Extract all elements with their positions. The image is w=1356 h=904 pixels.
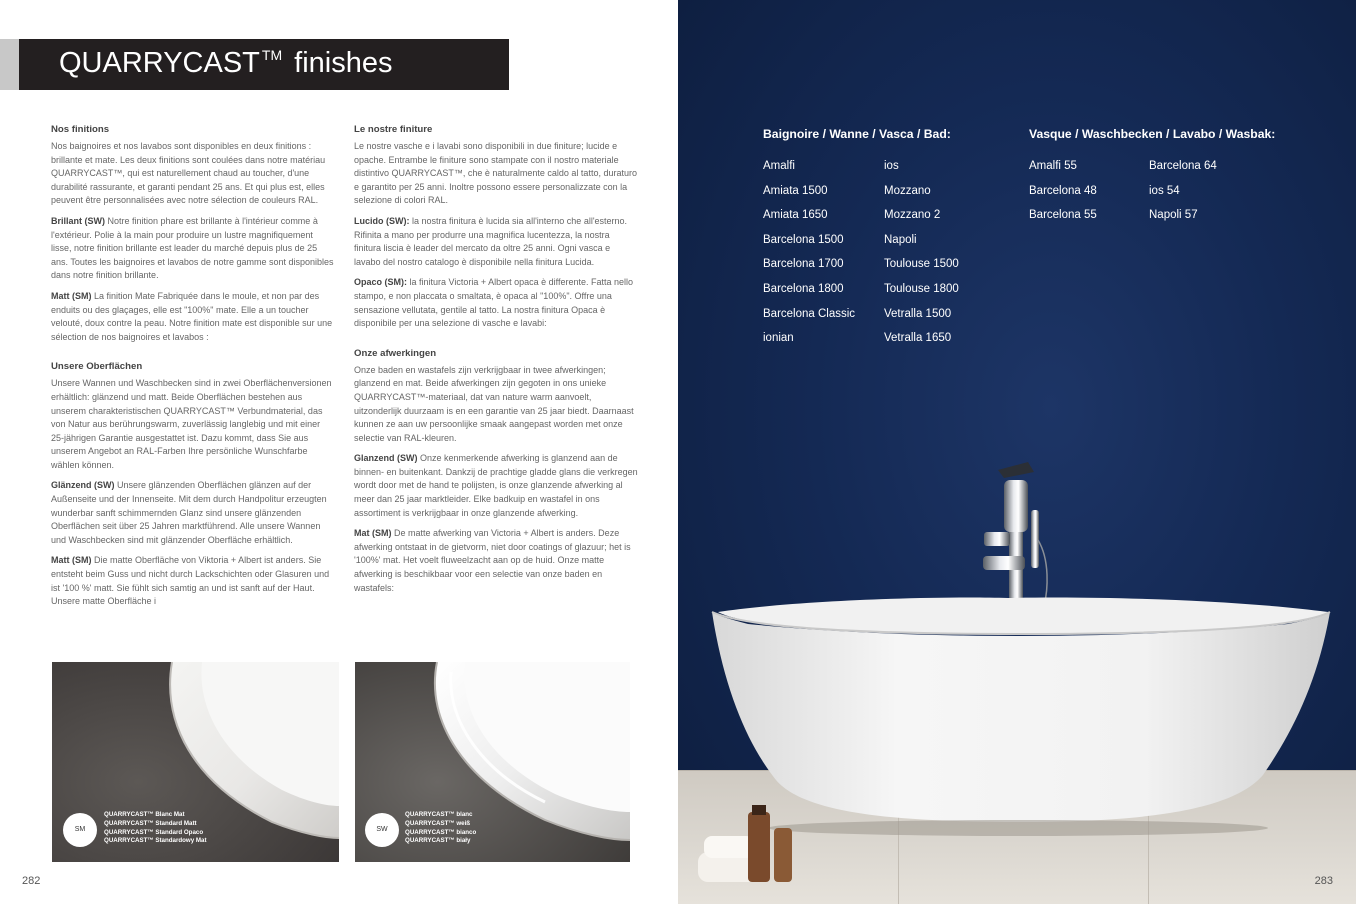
list-item: Amalfi 55 <box>1029 160 1077 172</box>
title-bar <box>19 39 509 90</box>
matt-badge: SM <box>63 813 97 847</box>
list-item: Barcelona 55 <box>1029 209 1097 222</box>
list-item: Toulouse 1800 <box>884 282 959 295</box>
list-item: Amiata 1650 <box>763 209 828 222</box>
basins-list-col-1 <box>1029 154 1097 228</box>
list-item: Amalfi <box>763 160 795 172</box>
page-title: QUARRYCAST ™ finishes <box>59 47 393 79</box>
it-opaco-paragraph: Opaco (SM): la finitura Victoria + Albert opaca è differente. Fatta nello stampo, e non placcata o smaltata, è opaca al "100%". Offre una sensazione vellutata, gentile al tatto. La nostra finitura Opaca è disponibile per una selezione di vasche e lavabi: <box>354 277 634 329</box>
nl-gloss-paragraph: Glanzend (SW) Onze kenmerkende afwerking is glanzend aan de binnen- en buitenkant. Dankzij de prachtige gladde glans die verkregen wordt door met de hand te polijsten, is onze glanzende afwerking al meer dan 25 jaar marktleider. Elke badkuip en wastafel in ons assortiment is verkrijgbaar in onze glanzende afwerking. <box>354 453 638 518</box>
fr-brillant-paragraph: Brillant (SW) Notre finition phare est brillante à l'intérieur comme à l'extérieur. Polie à la main pour produire un lustre magnifiquement lisse, notre finition brillante est leader du marché depuis plus de 25 ans. Toutes les baignoires et lavabos de notre gamme sont disponibles dans notre finition brillante. <box>51 215 334 281</box>
list-item: Barcelona Classic <box>763 307 856 320</box>
list-item: Mozzano 2 <box>884 209 941 222</box>
text-column-fr-de <box>51 123 334 616</box>
list-item: Barcelona 1500 <box>763 233 844 246</box>
list-item: Barcelona 64 <box>1149 160 1217 172</box>
matt-finish-photo <box>52 662 339 862</box>
list-item: ios <box>884 160 899 172</box>
list-item: Mozzano <box>884 184 931 197</box>
baths-heading: Baignoire / Wanne / Vasca / Bad: <box>763 127 951 141</box>
fr-heading: Nos finitions <box>51 124 110 135</box>
it-intro: Le nostre vasche e i lavabi sono disponibili in due finiture; lucide e opache. Entrambe le finiture sono stampate con il nostro materiale distintivo QUARRYCAST™, che è naturalmente caldo al tatto, duraturo e garantito per 25 anni. Inoltre possono essere personalizzate con la selezione di colori RAL. <box>354 141 637 206</box>
de-intro: Unsere Wannen und Waschbecken sind in zwei Oberflächenversionen erhältlich: glänzend und matt. Beide Oberflächen bestehen aus unserem charakteristischen QUARRYCAST™ Verbundmaterial, das von Natur aus berührungswarm, zuverlässig langlebig und mit einer 25-jährigen Garantie ausgestattet ist. Dazu kommt, dass Sie aus unserem Angebot an RAL-Farben Ihre persönliche Wunschfarbe wählen können. <box>51 378 332 470</box>
de-heading: Unsere Oberflächen <box>51 361 143 373</box>
matt-finish-labels: QUARRYCAST™ Blanc Mat QUARRYCAST™ Standard Matt QUARRYCAST™ Standard Opaco QUARRYCAST™ Standardowy Mat <box>104 811 207 845</box>
page-number-left: 282 <box>22 875 41 887</box>
de-matt-paragraph: Matt (SM) Die matte Oberfläche von Viktoria + Albert ist anders. Sie entsteht beim Guss und nicht durch Lackschichten oder Glasuren und ist '100 %' matt. Sie fühlt sich samtig an und ist sanft auf der Haut. Unsere matte Oberfläche i <box>51 555 330 607</box>
baths-list-col-1 <box>763 154 855 351</box>
list-item: Barcelona 48 <box>1029 184 1097 197</box>
gloss-finish-photo <box>355 662 630 862</box>
list-item: ionian <box>763 332 794 345</box>
list-item: Amiata 1500 <box>763 184 828 197</box>
title-bar-accent <box>0 39 19 90</box>
list-item: Barcelona 1700 <box>763 258 844 271</box>
fr-matt-paragraph: Matt (SM) La finition Mate Fabriquée dans le moule, et non par des enduits ou des glaçages, elle est "100%" mate. Elle a un toucher velouté, doux contre la peau. Notre finition mate est disponible sur une sélection de nos baignoires et lavabos : <box>51 290 333 342</box>
fr-intro: Nos baignoires et nos lavabos sont disponibles en deux finitions : brillante et mate. Les deux finitions sont coulées dans notre matériau QUARRYCAST™, qui est naturellement chaud au toucher, d'une durabilité rassurante, et garanti pendant 25 ans. Et qui plus est, elles peuvent être personnalisées avec notre sélection de couleurs RAL. <box>51 141 326 206</box>
basins-list-col-2 <box>1149 154 1217 228</box>
list-item: Vetralla 1500 <box>884 307 952 320</box>
list-item: Napoli 57 <box>1149 209 1198 222</box>
text-column-it-nl <box>354 123 639 602</box>
list-item: Napoli <box>884 233 917 246</box>
list-item: ios 54 <box>1149 184 1180 197</box>
basins-heading: Vasque / Waschbecken / Lavabo / Wasbak: <box>1029 127 1276 141</box>
gloss-badge: SW <box>365 813 399 847</box>
nl-intro: Onze baden en wastafels zijn verkrijgbaar in twee afwerkingen; glanzend en mat. Beide afwerkingen zijn gegoten in ons unieke QUARRYCAST™-materiaal, dat van nature warm aanvoelt, uitzonderlijk duurzaam is en een garantie van 25 jaar biedt. Daarnaast kunnen ze aan uw persoonlijke smaak aangepast worden met onze selectie van RAL-kleuren. <box>354 364 634 443</box>
list-item: Toulouse 1500 <box>884 258 959 271</box>
it-heading: Le nostre finiture <box>354 124 433 135</box>
nl-matt-paragraph: Mat (SM) De matte afwerking van Victoria + Albert is anders. Deze afwerking ontstaat in de gietvorm, niet door coatings of glazuur; het is '100%' mat. Het voelt fluweelzacht aan op de huid. Onze matte afwerking is beschikbaar voor een selectie van onze baden en wastafels: <box>354 528 631 593</box>
list-item: Barcelona 1800 <box>763 282 844 295</box>
right-page-photo <box>678 0 1356 904</box>
page-number-right: 283 <box>1314 875 1333 887</box>
nl-heading: Onze afwerkingen <box>354 347 437 359</box>
it-lucido-paragraph: Lucido (SW): la nostra finitura è lucida sia all'interno che all'esterno. Rifinita a mano per produrre una magnifica lucentezza, la nostra finitura liscia è leader del mercato da oltre 25 anni. Ogni vasca e lavabo del nostro catalogo è disponibile nella finitura Lucida. <box>354 215 628 267</box>
gloss-finish-labels: QUARRYCAST™ blanc QUARRYCAST™ weiß QUARRYCAST™ bianco QUARRYCAST™ biały <box>405 811 477 845</box>
de-gloss-paragraph: Glänzend (SW) Unsere glänzenden Oberflächen glänzen auf der Außenseite und der Innenseite. Mit dem durch Handpolitur erzeugten wunderbar sanft schimmernden Glanz sind unsere glänzenden Oberflächen seit über 25 Jahren marktführend. Alle unsere Wannen und Waschbecken sind mit glänzender Oberfläche erhältlich. <box>51 480 327 545</box>
baths-list-col-2 <box>884 154 959 351</box>
list-item: Vetralla 1650 <box>884 332 952 345</box>
trademark-symbol: TM <box>261 47 283 63</box>
